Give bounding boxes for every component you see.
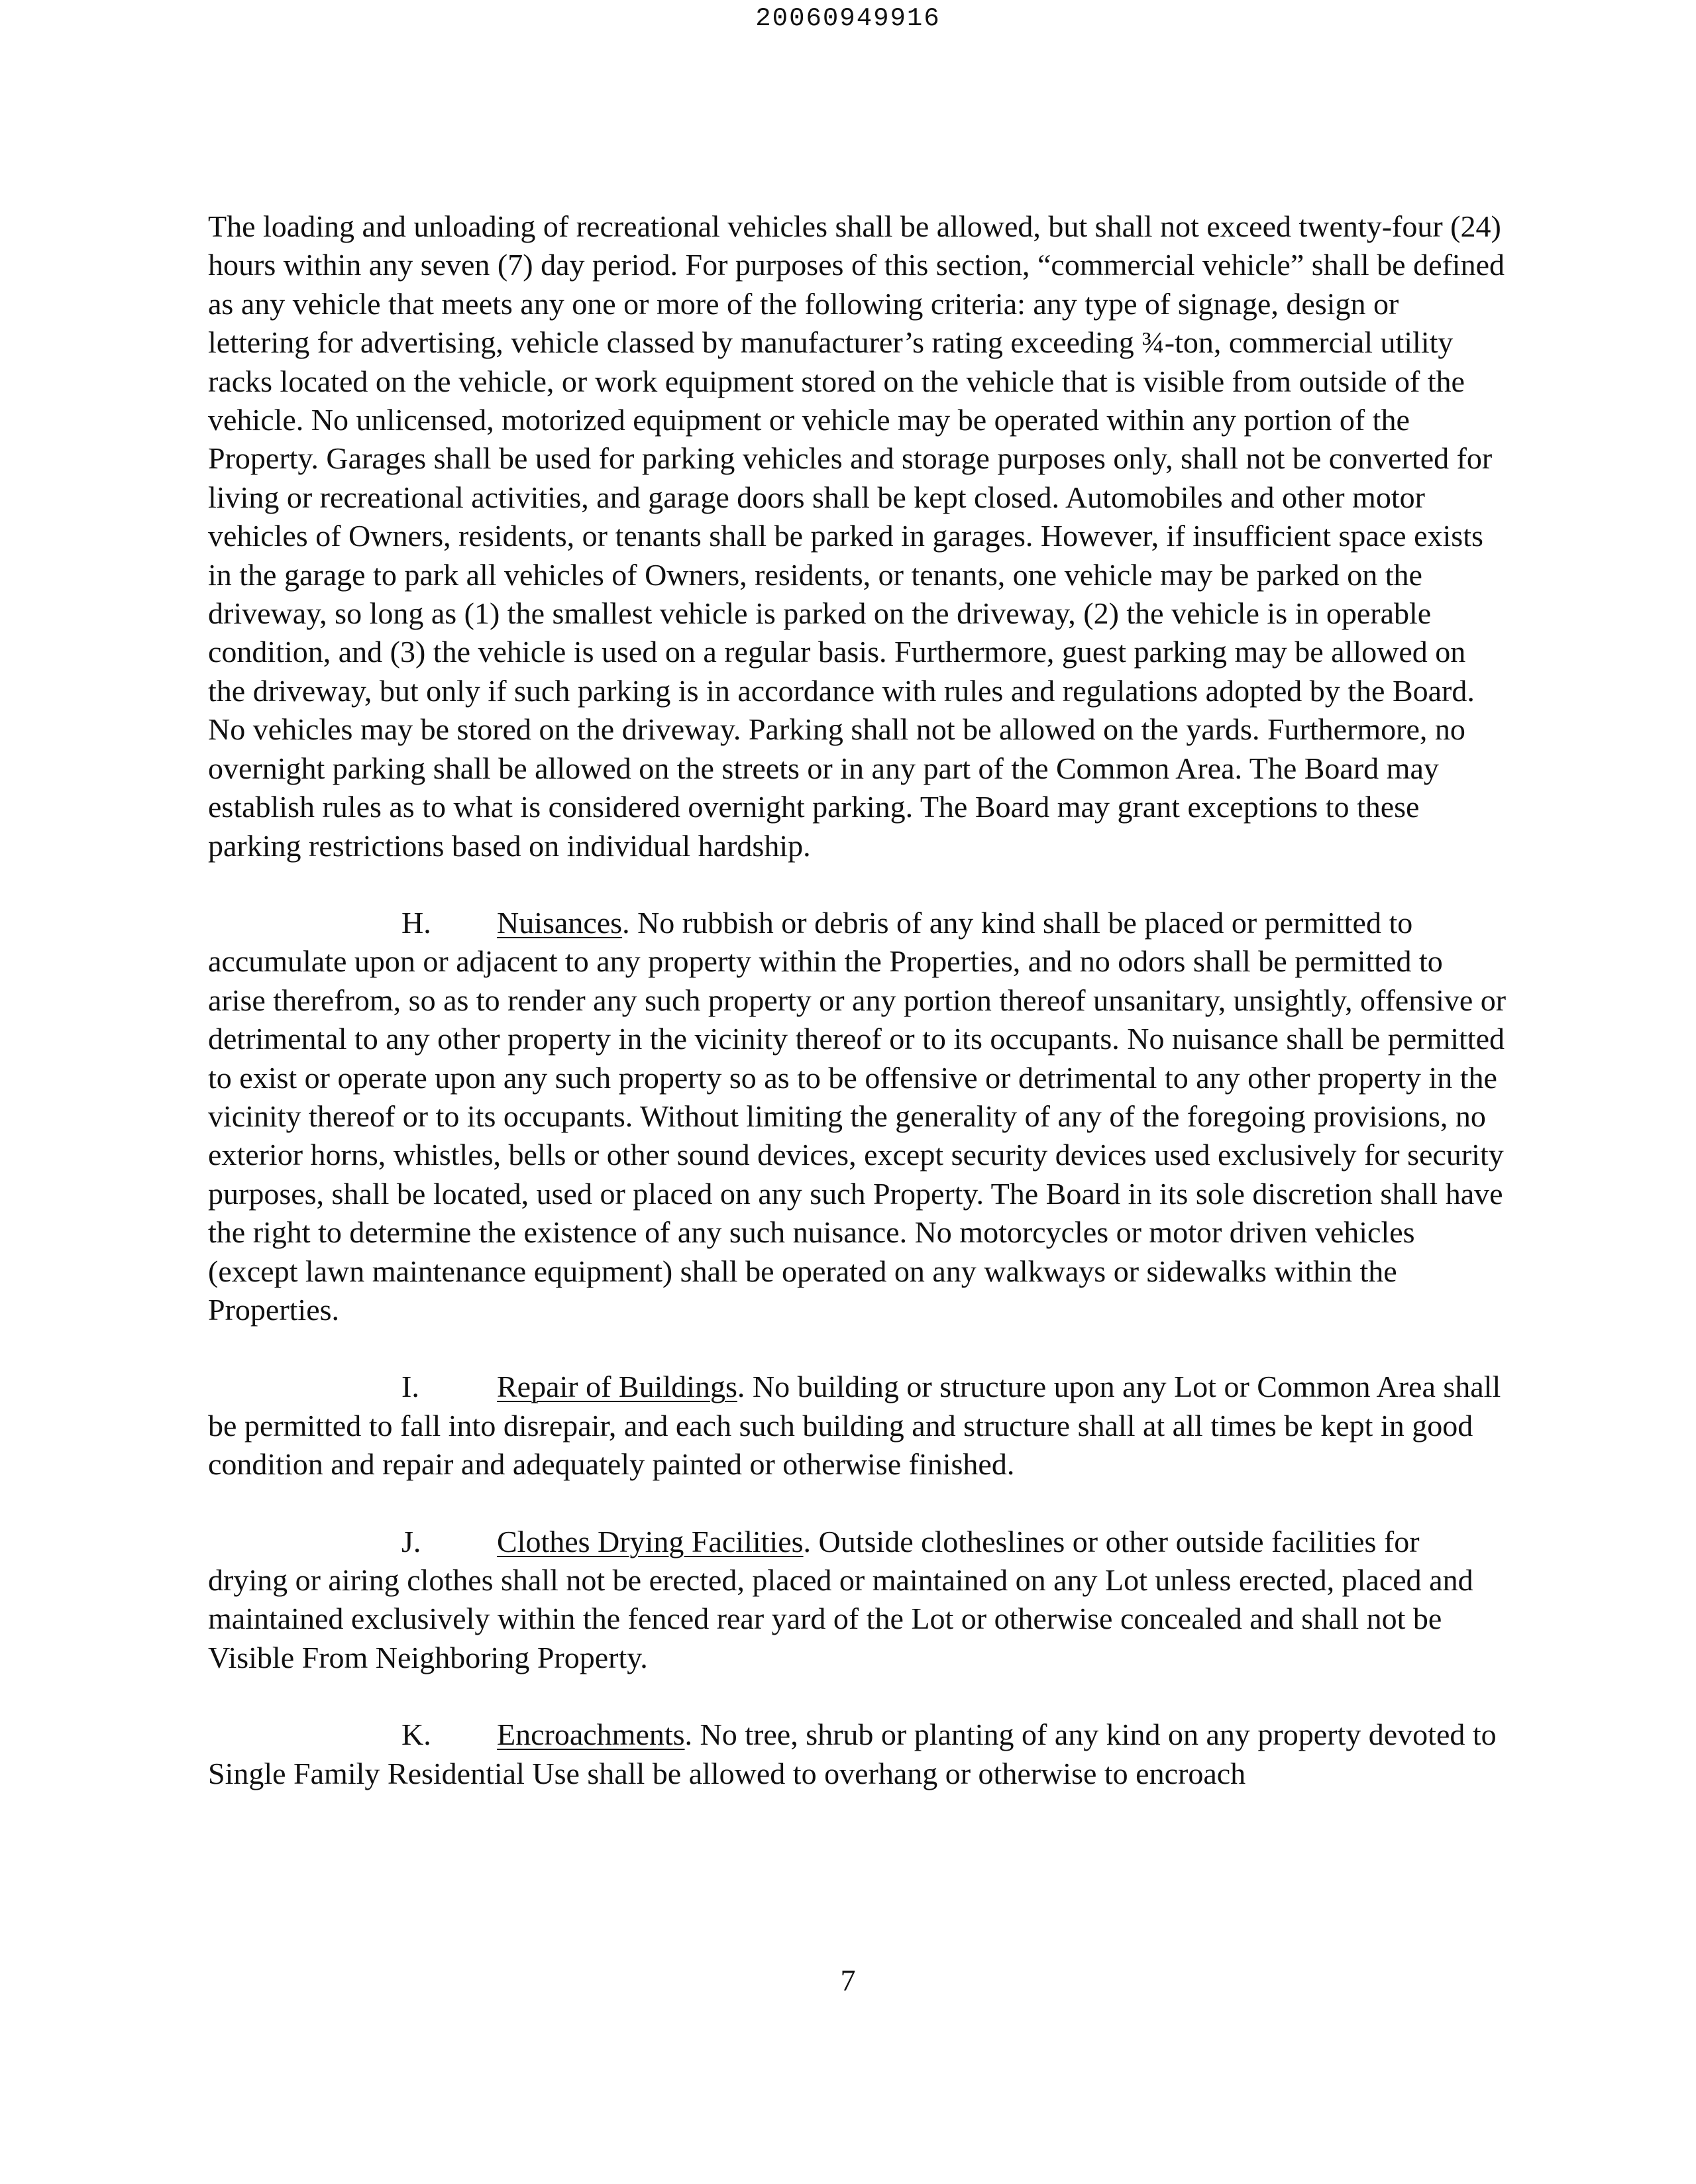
- section-letter: K.: [401, 1718, 431, 1752]
- section-letter: J.: [401, 1524, 421, 1558]
- section-text: . No tree, shrub or planting of any kind on any property devoted to Single Family Residential Use shall be allowed to overhang or otherwise to encroach: [208, 1718, 1497, 1790]
- document-body: [208, 207, 1507, 1793]
- paragraph-text: The loading and unloading of recreational vehicles shall be allowed, but shall not exceed twenty-four (24) hours within any seven (7) day period. For purposes of this section, “commercial vehicle” shall be defined as any vehicle that meets any one or more of the following criteria: any type of signage, design or lettering for advertising, vehicle classed by manufacturer’s rating exceeding ¾-ton, commercial utility racks located on the vehicle, or work equipment stored on the vehicle that is visible from outside of the vehicle. No unlicensed, motorized equipment or vehicle may be operated within any portion of the Property. Garages shall be used for parking vehicles and storage purposes only, shall not be converted for living or recreational activities, and garage doors shall be kept closed. Automobiles and other motor vehicles of Owners, residents, or tenants shall be parked in garages. However, if insufficient space exists in the garage to park all vehicles of Owners, residents, or tenants, one vehicle may be parked on the driveway, so long as (1) the smallest vehicle is parked on the driveway, (2) the vehicle is in operable condition, and (3) the vehicle is used on a regular basis. Furthermore, guest parking may be allowed on the driveway, but only if such parking is in accordance with rules and regulations adopted by the Board. No vehicles may be stored on the driveway. Parking shall not be allowed on the yards. Furthermore, no overnight parking shall be allowed on the streets or in any part of the Common Area. The Board may establish rules as to what is considered overnight parking. The Board may grant exceptions to these parking restrictions based on individual hardship.: [208, 209, 1505, 863]
- document-number: 20060949916: [755, 4, 941, 33]
- section-h-nuisances: [208, 904, 1507, 1329]
- section-heading: Repair of Buildings: [497, 1370, 737, 1404]
- section-heading: Clothes Drying Facilities: [497, 1524, 804, 1558]
- section-i-repair-of-buildings: [208, 1368, 1507, 1484]
- section-text: . No building or structure upon any Lot or Common Area shall be permitted to fall into disrepair, and each such building and structure shall at all times be kept in good condition and repair and adequately painted or otherwise finished.: [208, 1370, 1501, 1482]
- section-text: . Outside clotheslines or other outside facilities for drying or airing clothes shall not be erected, placed or maintained on any Lot unless erected, placed and maintained exclusively within the fenced rear yard of the Lot or otherwise concealed and shall not be Visible From Neighboring Property.: [208, 1524, 1473, 1674]
- paragraph-vehicles: [208, 207, 1507, 865]
- section-heading: Nuisances: [497, 905, 623, 940]
- section-text: . No rubbish or debris of any kind shall be placed or permitted to accumulate upon or adjacent to any property within the Properties, and no odors shall be permitted to arise therefrom, so as to render any such property or any portion thereof unsanitary, unsightly, offensive or detrimental to any other property in the vicinity thereof or to its occupants. No nuisance shall be permitted to exist or operate upon any such property so as to be offensive or detrimental to any other property in the vicinity thereof or to its occupants. Without limiting the generality of any of the foregoing provisions, no exterior horns, whistles, bells or other sound devices, except security devices used exclusively for security purposes, shall be located, used or placed on any such Property. The Board in its sole discretion shall have the right to determine the existence of any such nuisance. No motorcycles or motor driven vehicles (except lawn maintenance equipment) shall be operated on any walkways or sidewalks within the Properties.: [208, 905, 1507, 1327]
- section-letter: I.: [401, 1370, 419, 1404]
- section-j-clothes-drying: [208, 1523, 1507, 1678]
- section-k-encroachments: [208, 1716, 1507, 1793]
- section-letter: H.: [401, 905, 431, 940]
- page-number: 7: [840, 1963, 856, 1997]
- section-heading: Encroachments: [497, 1718, 685, 1752]
